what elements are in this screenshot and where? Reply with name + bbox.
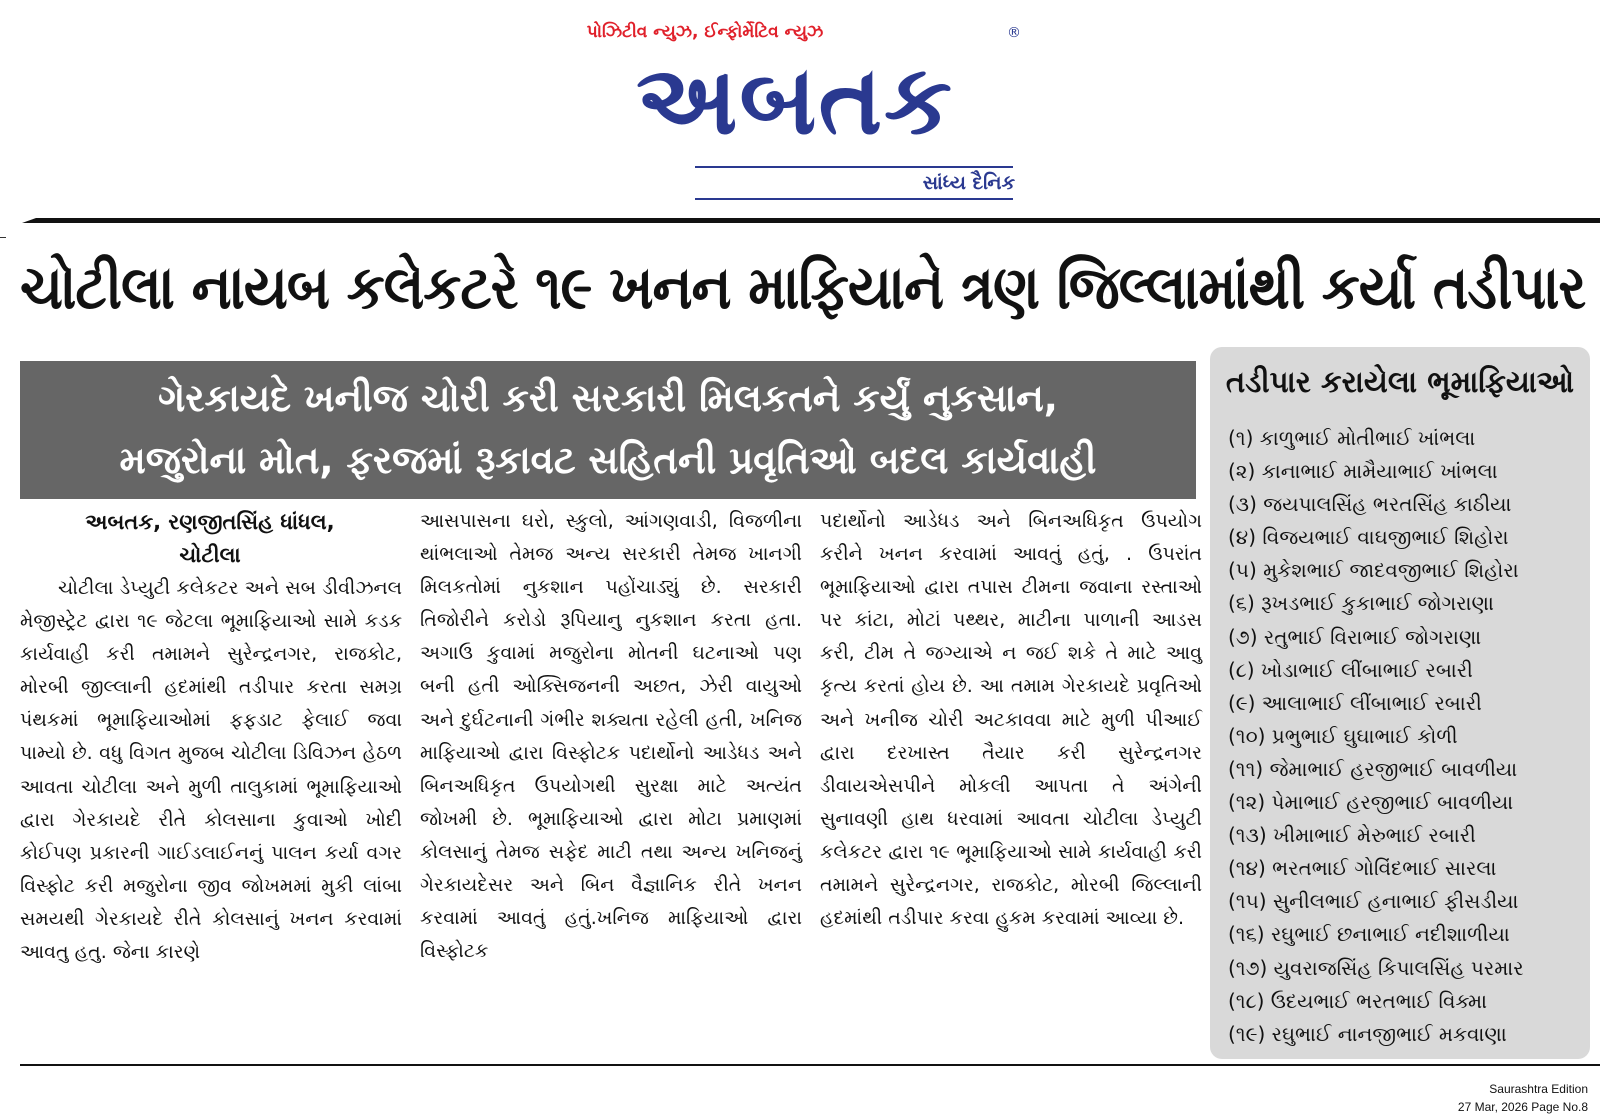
list-item: (૬) રૂખડભાઈ કુકાભાઈ જોગરાણા bbox=[1228, 591, 1494, 616]
article-paragraph: ચોટીલા ડેપ્યુટી કલેકટર અને સબ ડીવીઝનલ મેજીસ્ટ્રેટ દ્વારા ૧૯ જેટલા ભૂમાફિયાઓ સામે કડક કાર્યવાહી કરી તમામને સુરેન્દ્રનગર, રાજકોટ, મોરબી જીલ્લાની હદમાંથી તડીપાર કરતા સમગ્ર પંથકમાં ભૂમાફિયાઓમાં ફફડાટ ફેલાઈ જવા પામ્યો છે. વધુ વિગત મુજબ ચોટીલા ડિવિઝન હેઠળ આવતા ચોટીલા અને મુળી તાલુકામાં ભૂમાફિયાઓ દ્વારા ગેરકાયદે રીતે કોલસાના કુવાઓ ખોદી કોઈપણ પ્રકારની ગાઈડલાઈનનું પાલન કર્યા વગર વિસ્ફોટ કરી મજુરોના જીવ જોખમમાં મુકી લાંબા સમયથી ગેરકાયદે રીતે કોલસાનું ખનન કરવામાં આવતુ હતુ. જેના કારણે bbox=[20, 577, 402, 964]
edition-name: Saurashtra Edition bbox=[1489, 1082, 1588, 1096]
top-divider-wedge bbox=[22, 218, 36, 223]
deck-line-2: મજુરોના મોત, ફરજમાં રૂકાવટ સહિતની પ્રવૃતિઓ બદલ કાર્યવાહી bbox=[119, 438, 1097, 482]
list-item: (૪) વિજયભાઈ વાઘજીભાઈ શિહોરા bbox=[1228, 525, 1509, 550]
article-headline: ચોટીલા નાયબ કલેકટરે ૧૯ ખનન માફિયાને ત્રણ જિલ્લામાંથી કર્યા તડીપાર bbox=[20, 253, 1586, 323]
masthead bbox=[0, 0, 1600, 215]
list-item: (૯) આલાભાઈ લીંબાભાઈ રબારી bbox=[1228, 690, 1482, 715]
deck-line-1: ગેરકાયદે ખનીજ ચોરી કરી સરકારી મિલકતને કર્યું નુકસાન, bbox=[158, 376, 1058, 420]
list-item: (૨) કાનાભાઈ મામૈયાભાઈ ખાંભલા bbox=[1228, 459, 1498, 484]
list-item: (૧૨) પેમાભાઈ હરજીભાઈ બાવળીયા bbox=[1228, 790, 1514, 815]
list-item: (૧૬) રઘુભાઈ છનાભાઈ નદીશાળીયા bbox=[1228, 922, 1510, 947]
byline-author: અબતક, રણજીતસિંહ ધાંધલ, bbox=[85, 510, 335, 534]
edition-date-page: 27 Mar, 2026 Page No.8 bbox=[1457, 1100, 1588, 1114]
article-paragraph: પદાર્થોનો આડેધડ અને બિનઅધિકૃત ઉપયોગ કરીને ખનન કરવામાં આવતું હતું, . ઉપરાંત ભૂમાફિયાઓ દ્વારા તપાસ ટીમના જવાના રસ્તાઓ પર કાંટા, મોટાં પથ્થર, માટીના પાળાની આડસ કરી, ટીમ તે જગ્યાએ ન જઈ શકે તે માટે આવુ કૃત્ય કરતાં હોય છે. આ તમામ ગેરકાયદે પ્રવૃતિઓ અને ખનીજ ચોરી અટકાવવા માટે મુળી પીઆઈ દ્વારા દરખાસ્ત તૈયાર કરી સુરેન્દ્રનગર ડીવાયએસપીને મોકલી આપતા તે અંગેની સુનાવણી હાથ ધરવામાં આવતા ચોટીલા ડેપ્યુટી કલેકટર દ્વારા ૧૯ ભૂમાફિયાઓ સામે કાર્યવાહી કરી તમામને સુરેન્દ્રનગર, રાજકોટ, મોરબી જિલ્લાની હદમાંથી તડીપાર કરવા હુકમ કરવામાં આવ્યા છે. bbox=[820, 510, 1202, 930]
registered-mark-icon: ® bbox=[1007, 25, 1021, 41]
top-divider bbox=[22, 218, 1600, 223]
logo-divider bbox=[695, 166, 1013, 168]
list-item: (૫) મુકેશભાઈ જાદવજીભાઈ શિહોરા bbox=[1228, 558, 1519, 583]
article-column-2 bbox=[420, 505, 802, 968]
list-item: (૧૧) જેમાભાઈ હરજીભાઈ બાવળીયા bbox=[1228, 756, 1518, 781]
list-item: (૭) રતુભાઈ વિરાભાઈ જોગરાણા bbox=[1228, 624, 1482, 649]
list-item: (૧૪) ભરતભાઈ ગોવિંદભાઈ સારલા bbox=[1228, 856, 1497, 881]
crop-mark bbox=[0, 237, 6, 238]
externed-names-list bbox=[1228, 422, 1524, 1051]
newspaper-logo: અબતક bbox=[636, 44, 954, 156]
list-item: (૧૭) યુવરાજસિંહ કિપાલસિંહ પરમાર bbox=[1228, 955, 1524, 980]
article-column-3 bbox=[820, 505, 1202, 935]
edition-info bbox=[1458, 1080, 1588, 1116]
sidebar-title: તડીપાર કરાયેલા ભૂમાફિયાઓ bbox=[1225, 365, 1575, 400]
list-item: (૧૩) ખીમાભાઈ મેરુભાઈ રબારી bbox=[1228, 823, 1476, 848]
byline-location: ચોટીલા bbox=[179, 543, 241, 567]
masthead-tagline: પોઝિટીવ ન્યુઝ, ઈન્ફોર્મેટિવ ન્યુઝ bbox=[586, 22, 824, 42]
logo-underline bbox=[695, 198, 1013, 200]
list-item: (૧૫) સુનીલભાઈ હનાભાઈ ફીસડીયા bbox=[1228, 889, 1519, 914]
list-item: (૧૯) રઘુભાઈ નાનજીભાઈ મકવાણા bbox=[1228, 1021, 1507, 1046]
list-item: (૮) ખોડાભાઈ લીંબાભાઈ રબારી bbox=[1228, 657, 1473, 682]
article-paragraph: આસપાસના ઘરો, સ્કુલો, આંગણવાડી, વિજળીના થાંભલાઓ તેમજ અન્ય સરકારી તેમજ ખાનગી મિલકતોમાં નુકશાન પહોંચાડ્યું છે. સરકારી તિજોરીને કરોડો રૂપિયાનુ નુકશાન કરતા હતા. અગાઉ કુવામાં મજુરોના મોતની ઘટનાઓ પણ બની હતી ઓક્સિજનની અછત, ઝેરી વાયુઓ અને દુર્ઘટનાની ગંભીર શક્યતા રહેલી હતી, ખનિજ માફિયાઓ દ્વારા વિસ્ફોટક પદાર્થોનો આડેધડ અને બિનઅધિકૃત ઉપયોગથી સુરક્ષા માટે અત્યંત જોખમી છે. ભૂમાફિયાઓ દ્વારા મોટા પ્રમાણમાં કોલસાનું તેમજ સફેદ માટી તથા અન્ય ખનિજનું ગેરકાયદેસર અને બિન વૈજ્ઞાનિક રીતે ખનન કરવામાં આવતું હતું.ખનિજ માફિયાઓ દ્વારા વિસ્ફોટક bbox=[420, 510, 802, 963]
article-byline bbox=[20, 506, 400, 572]
article-deck bbox=[20, 361, 1196, 499]
masthead-subtitle: સાંધ્ય દૈનિક bbox=[922, 172, 1015, 194]
bottom-divider bbox=[20, 1064, 1600, 1066]
list-item: (૩) જયપાલસિંહ ભરતસિંહ કાઠીયા bbox=[1228, 492, 1512, 517]
list-item: (૧૮) ઉદયભાઈ ભરતભાઈ વિક્મા bbox=[1228, 988, 1488, 1013]
list-item: (૧૦) પ્રભુભાઈ ઘુઘાભાઈ કોળી bbox=[1228, 723, 1458, 748]
article-column-1 bbox=[20, 572, 402, 969]
externed-list-box bbox=[1210, 347, 1590, 1059]
list-item: (૧) કાળુભાઈ મોતીભાઈ ખાંભલા bbox=[1228, 426, 1476, 450]
